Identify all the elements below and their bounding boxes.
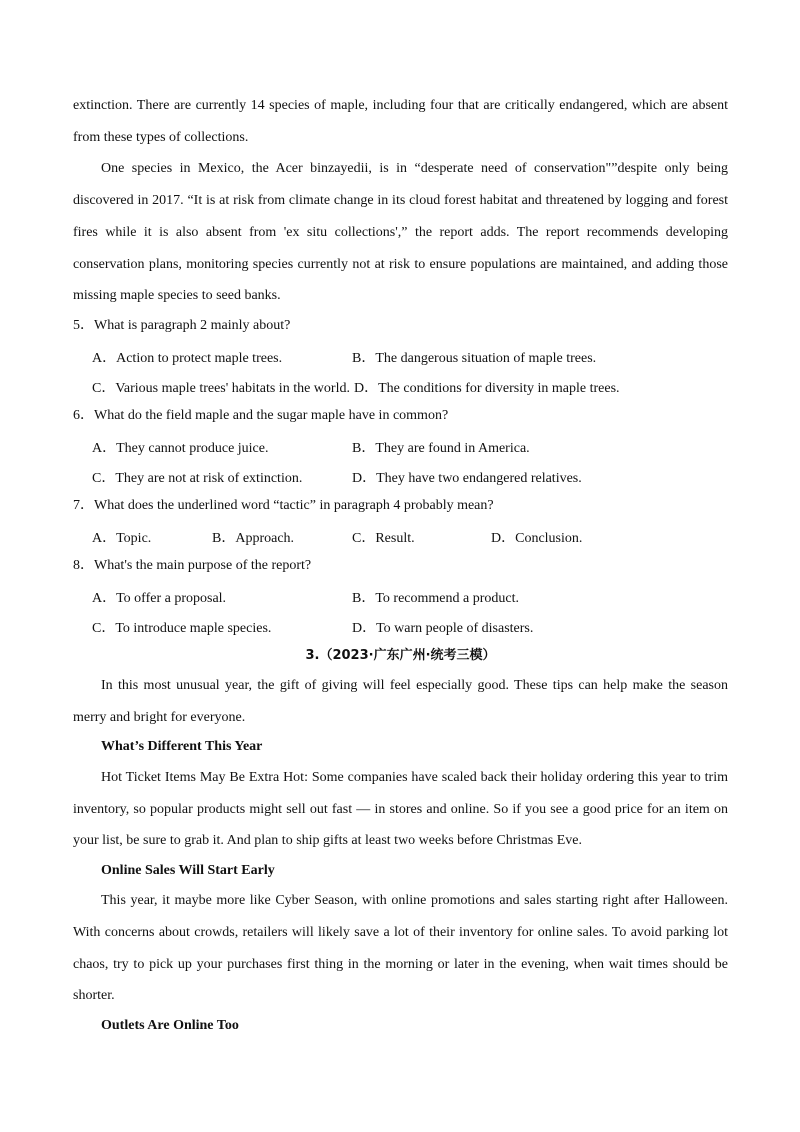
- section-heading: 3.（2023·广东广州·统考三模）: [305, 648, 496, 663]
- passage-line: inventory, so popular products might sell out fast — in stores and online. So if you see a good price for an item on: [73, 802, 728, 817]
- passage-line: With concerns about crowds, retailers will likely save a lot of their inventory for online sales. To avoid parking lot: [73, 925, 728, 940]
- question-stem: 8．What's the main purpose of the report?: [73, 558, 312, 573]
- passage-line: In this most unusual year, the gift of giving will feel especially good. These tips can help make the season: [101, 678, 728, 693]
- passage-line: from these types of collections.: [73, 130, 249, 145]
- passage-line: This year, it maybe more like Cyber Season, with online promotions and sales starting right after Halloween.: [101, 893, 728, 908]
- question-option: B．Approach.: [212, 531, 295, 546]
- question-option: A．To offer a proposal.: [92, 591, 227, 606]
- question-option: B．To recommend a product.: [352, 591, 519, 606]
- passage-line: Hot Ticket Items May Be Extra Hot: Some companies have scaled back their holiday ordering this year to trim: [101, 770, 728, 785]
- subheading: Outlets Are Online Too: [101, 1018, 239, 1033]
- subheading: What’s Different This Year: [101, 739, 263, 754]
- question-stem: 5．What is paragraph 2 mainly about?: [73, 318, 291, 333]
- question-option: D．The conditions for diversity in maple trees.: [354, 381, 620, 396]
- passage-line: conservation plans, monitoring species currently not at risk to ensure populations are maintained, and adding those: [73, 257, 728, 272]
- question-option: A．Action to protect maple trees.: [92, 351, 283, 366]
- passage-line: your list, be sure to grab it. And plan to ship gifts at least two weeks before Christmas Eve.: [73, 833, 582, 848]
- subheading: Online Sales Will Start Early: [101, 863, 275, 878]
- question-stem: 6．What do the field maple and the sugar maple have in common?: [73, 408, 449, 423]
- question-option: A．They cannot produce juice.: [92, 441, 269, 456]
- question-option: B．They are found in America.: [352, 441, 530, 456]
- question-option: D．To warn people of disasters.: [352, 621, 534, 636]
- question-option: D．Conclusion.: [491, 531, 583, 546]
- question-option: C．Various maple trees' habitats in the world.: [92, 381, 350, 396]
- question-option: A．Topic.: [92, 531, 152, 546]
- question-option: D．They have two endangered relatives.: [352, 471, 582, 486]
- question-option: C．They are not at risk of extinction.: [92, 471, 303, 486]
- question-option: B．The dangerous situation of maple trees.: [352, 351, 597, 366]
- passage-line: merry and bright for everyone.: [73, 710, 246, 725]
- passage-line: discovered in 2017. “It is at risk from climate change in its cloud forest habitat and threatened by logging and forest: [73, 193, 728, 208]
- passage-line: missing maple species to seed banks.: [73, 288, 281, 303]
- passage-line: extinction. There are currently 14 species of maple, including four that are critically endangered, which are absent: [73, 98, 728, 113]
- passage-line: One species in Mexico, the Acer binzayedii, is in “desperate need of conservation"”despite only being: [101, 161, 728, 176]
- question-option: C．To introduce maple species.: [92, 621, 272, 636]
- passage-line: fires while it is also absent from 'ex situ collections',” the report adds. The report recommends developing: [73, 225, 728, 240]
- passage-line: shorter.: [73, 988, 115, 1003]
- question-option: C．Result.: [352, 531, 415, 546]
- question-stem: 7．What does the underlined word “tactic” in paragraph 4 probably mean?: [73, 498, 494, 513]
- passage-line: chaos, try to pick up your purchases first thing in the morning or later in the evening, when wait times should be: [73, 957, 728, 972]
